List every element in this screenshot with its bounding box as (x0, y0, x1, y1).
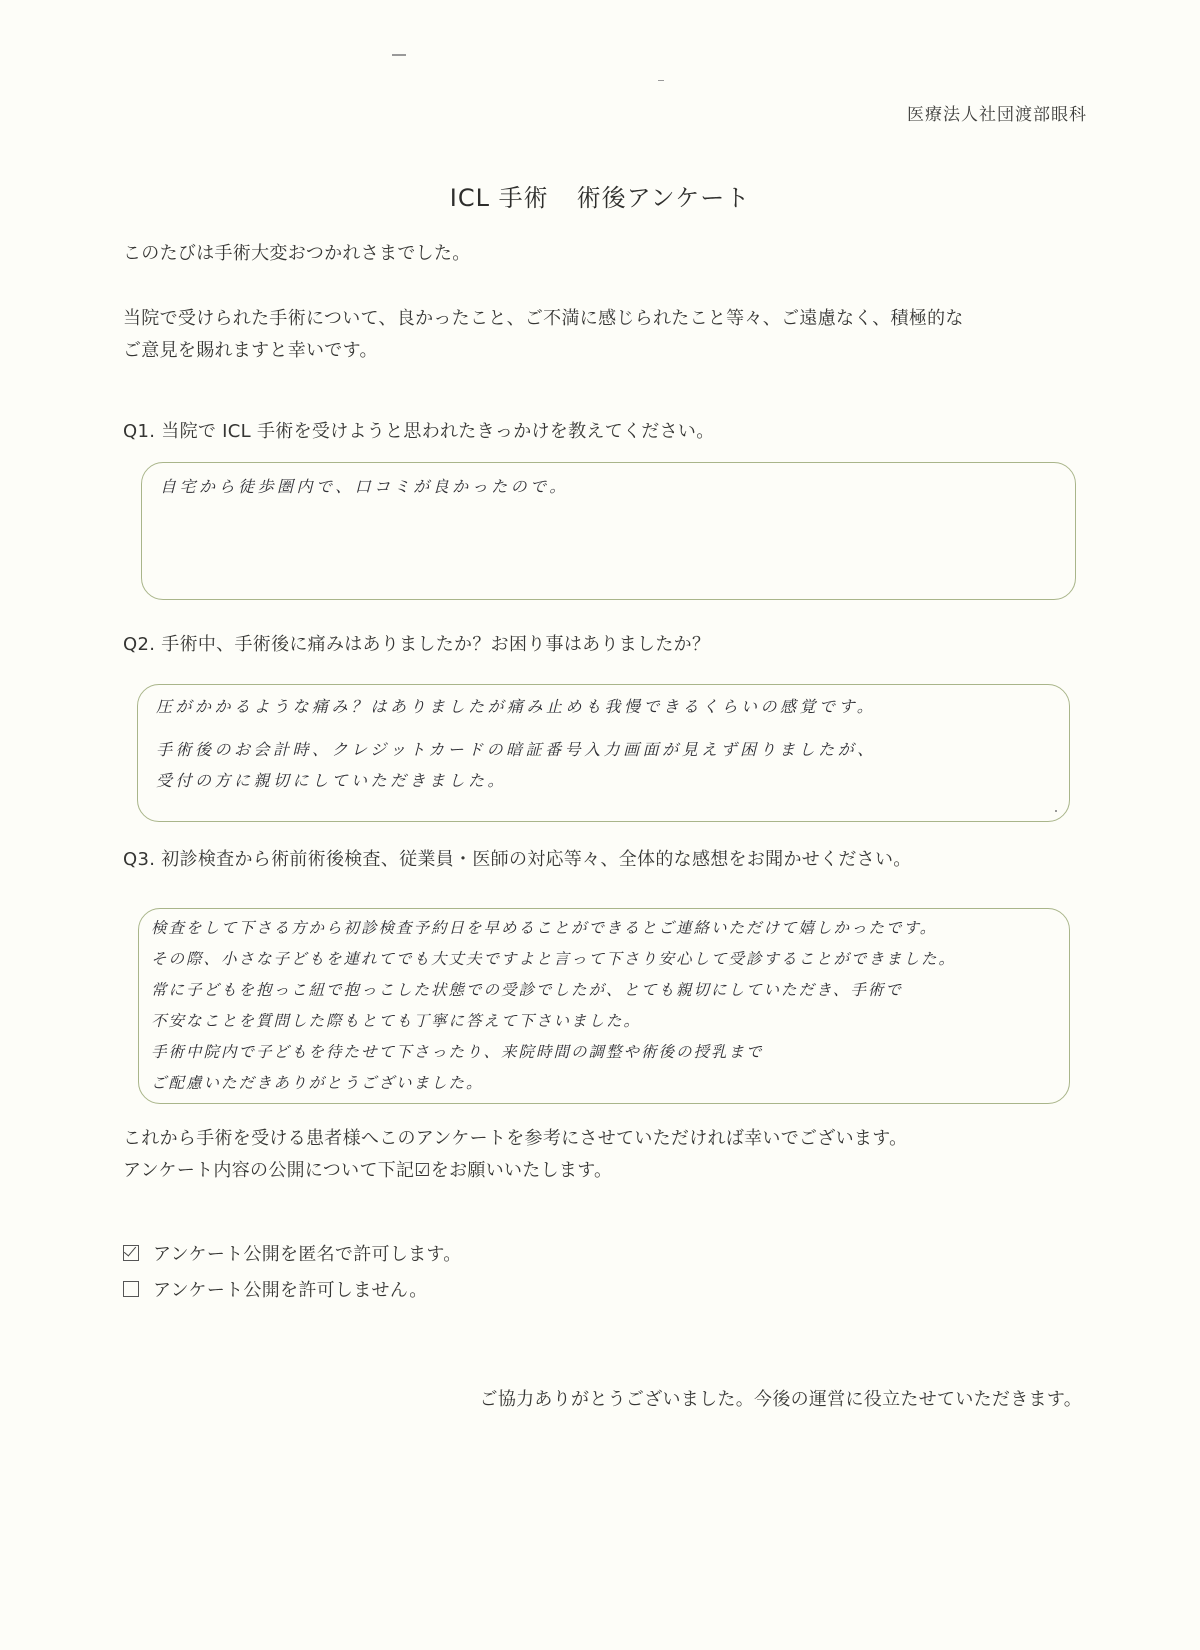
option-allow-anonymous[interactable] (123, 1240, 462, 1266)
question-2-answer (156, 691, 877, 796)
option-allow-anonymous-label: アンケート公開を匿名で許可します。 (153, 1244, 462, 1265)
scan-mark (392, 54, 406, 56)
answer-line: 手術中院内で子どもを待たせて下さったり、来院時間の調整や術後の授乳まで (151, 1043, 764, 1061)
disclosure-line2: アンケート内容の公開について下記☑をお願いいたします。 (123, 1159, 613, 1181)
disclosure-text (123, 1123, 907, 1186)
scan-mark (658, 80, 664, 81)
title-survey: 術後アンケート (576, 184, 751, 212)
survey-title (0, 178, 1200, 213)
answer-line: 手術後のお会計時、クレジットカードの暗証番号入力画面が見えず困りましたが、 (156, 740, 877, 759)
checkbox-checked-icon[interactable] (123, 1245, 139, 1261)
answer-line: その際、小さな子どもを連れてでも大丈夫ですよと言って下さり安心して受診することができました。 (151, 950, 957, 968)
question-3-answer (151, 913, 956, 1099)
closing-thanks: ご協力ありがとうございました。今後の運営に役立たせていただきます。 (479, 1389, 1082, 1410)
intro-request-line2: ご意見を賜れますと幸いです。 (123, 339, 378, 361)
question-1-answer (160, 471, 569, 502)
question-3-label: Q3. 初診検査から術前術後検査、従業員・医師の対応等々、全体的な感想をお聞かせください。 (123, 849, 912, 870)
intro-request (123, 303, 964, 366)
option-deny-publish[interactable] (123, 1276, 428, 1302)
answer-line: 受付の方に親切にしていただきました。 (156, 771, 508, 790)
checkbox-empty-icon[interactable] (123, 1281, 139, 1297)
answer-line: 圧がかかるような痛み？はありましたが痛み止めも我慢できるくらいの感覚です。 (156, 697, 877, 716)
answer-line: 不安なことを質問した際もとても丁寧に答えて下さいました。 (151, 1012, 642, 1030)
answer-line: 常に子どもを抱っこ紐で抱っこした状態での受診でしたが、とても親切にしていただき、手術で (151, 981, 903, 999)
answer-line: ご配慮いただきありがとうございました。 (151, 1074, 484, 1092)
intro-greeting: このたびは手術大変おつかれさまでした。 (123, 243, 471, 264)
answer-line: 検査をして下さる方から初診検査予約日を早めることができるとご連絡いただけて嬉しかったです。 (151, 919, 938, 937)
question-3-answer-box[interactable] (138, 908, 1070, 1104)
question-1-answer-box[interactable] (141, 462, 1076, 600)
intro-request-line1: 当院で受けられた手術について、良かったこと、ご不満に感じられたこと等々、ご遠慮なく、積極的な (123, 308, 964, 329)
answer-line: 自宅から徒歩圏内で、口コミが良かったので。 (160, 477, 569, 496)
scan-mark (1055, 810, 1057, 812)
question-2-label: Q2. 手術中、手術後に痛みはありましたか？お困り事はありましたか？ (123, 634, 711, 655)
option-deny-publish-label: アンケート公開を許可しません。 (153, 1280, 428, 1301)
question-2-answer-box[interactable] (137, 684, 1070, 822)
answer-line (156, 722, 877, 734)
disclosure-line1: これから手術を受ける患者様へこのアンケートを参考にさせていただければ幸いでございます。 (123, 1128, 908, 1149)
title-procedure: ICL 手術 (449, 184, 549, 212)
clinic-name: 医療法人社団渡部眼科 (907, 105, 1087, 125)
question-1-label: Q1. 当院で ICL 手術を受けようと思われたきっかけを教えてください。 (123, 421, 715, 442)
